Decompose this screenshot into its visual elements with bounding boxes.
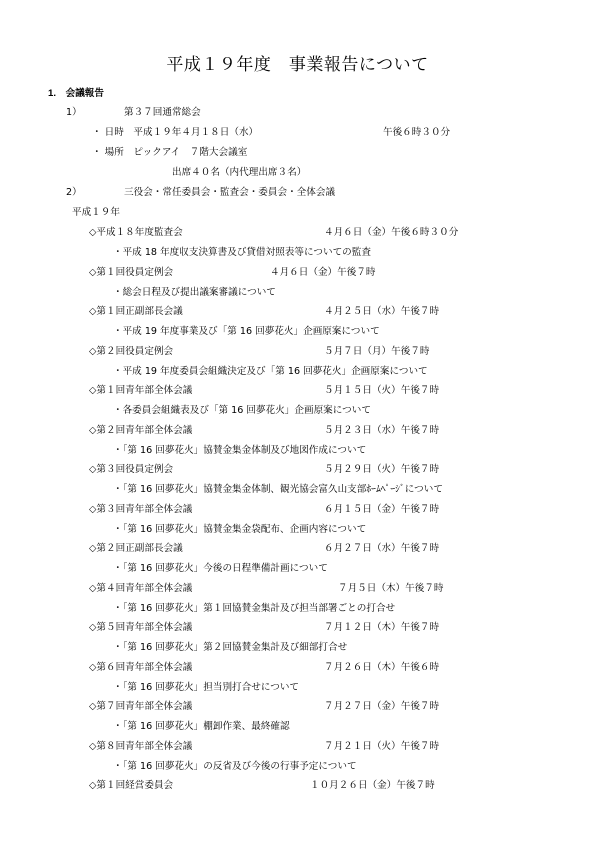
meeting-agenda: ・「第 16 回夢花火」第１回協賛金集計及び担当部署ごとの打合せ: [113, 602, 396, 614]
meeting-agenda: ・「第 16 回夢花火」棚卸作業、最終確認: [113, 721, 290, 732]
meeting-agenda: ・「第 16 回夢花火」協賛金集金体制及び地図作成について: [113, 444, 367, 456]
subsection-number: 2）: [66, 187, 82, 198]
meeting-name: ◇第１回経営委員会: [89, 780, 174, 791]
meeting-name: ◇第３回青年部全体会議: [89, 503, 193, 515]
meeting-name: ◇第３回役員定例会: [89, 464, 174, 475]
meeting-agenda: ・「第 16 回夢花火」第２回協賛金集計及び細部打合せ: [113, 642, 348, 653]
subsection-number: 1）: [66, 107, 82, 118]
meeting-name: ◇第２回正副部長会議: [89, 543, 183, 554]
meeting-name: ◇第１回正副部長会議: [89, 306, 183, 317]
meeting-time: 午後６時３０分: [383, 127, 451, 138]
meeting-date: ７月１２日（木）午後７時: [324, 622, 440, 633]
meeting-name: ◇第８回青年部全体会議: [89, 740, 193, 752]
meeting-agenda: ・「第 16 回夢花火」今後の日程準備計画について: [113, 563, 328, 574]
subsection-title: 三役会・常任委員会・監査会・委員会・全体会議: [124, 187, 336, 198]
meeting-agenda: ・「第 16 回夢花火」の反省及び今後の行事予定について: [113, 760, 357, 772]
meeting-name: ◇第５回青年部全体会議: [89, 622, 193, 633]
meeting-date: ７月２１日（火）午後７時: [324, 740, 440, 752]
meeting-date: ７月２７日（金）午後７時: [324, 701, 440, 712]
meeting-date: ７月５日（木）午後７時: [338, 582, 444, 594]
meeting-agenda: ・「第 16 回夢花火」協賛金集金体制、観光協会富久山支部ﾎｰﾑﾍﾟｰｼﾞについて: [113, 484, 443, 495]
meeting-date: ４月２５日（水）午後７時: [324, 306, 440, 317]
meeting-place: ・ 場所 ピックアイ ７階大会議室: [92, 147, 248, 158]
meeting-name: ◇第４回青年部全体会議: [89, 582, 193, 594]
meeting-date: ・ 日時 平成１９年４月１８日（水）: [92, 127, 259, 138]
meeting-date: ４月６日（金）午後７時: [270, 266, 376, 278]
meeting-agenda: ・「第 16 回夢花火」担当別打合せについて: [113, 681, 300, 693]
year-label: 平成１９年: [72, 207, 120, 218]
meeting-name: ◇第７回青年部全体会議: [89, 701, 193, 712]
meeting-agenda: ・「第 16 回夢花火」協賛金集金袋配布、企画内容について: [113, 523, 367, 535]
meeting-date: １０月２６日（金）午後７時: [310, 780, 435, 791]
meeting-agenda: ・各委員会組織表及び「第 16 回夢花火」企画原案について: [113, 405, 371, 416]
meeting-name: ◇第２回役員定例会: [89, 345, 174, 357]
meeting-date: ６月２７日（水）午後７時: [324, 543, 440, 554]
meeting-agenda: ・平成 18 年度収支決算書及び貸借対照表等についての監査: [113, 247, 371, 258]
meeting-agenda: ・平成 19 年度委員会組織決定及び「第 16 回夢花火」企画原案について: [113, 365, 428, 377]
meeting-name: ◇第６回青年部全体会議: [89, 661, 193, 673]
meeting-date: ５月７日（月）午後７時: [324, 345, 430, 357]
meeting-date: ５月２３日（水）午後７時: [324, 424, 440, 436]
page-title: 平成１９年度 事業報告について: [166, 55, 429, 75]
subsection-title: 第３７回通常総会: [124, 107, 201, 118]
meeting-name: ◇第１回役員定例会: [89, 266, 174, 278]
meeting-name: ◇第２回青年部全体会議: [89, 424, 193, 436]
meeting-name: ◇平成１８年度監査会: [89, 227, 183, 238]
meeting-date: ７月２６日（木）午後６時: [324, 661, 440, 673]
meeting-date: ５月２９日（火）午後７時: [324, 464, 440, 475]
section-heading: 1. 会議報告: [48, 88, 104, 99]
meeting-date: ４月６日（金）午後６時３０分: [324, 227, 459, 238]
meeting-attendance: 出席４０名（内代理出席３名）: [172, 167, 307, 178]
meeting-date: ６月１５日（金）午後７時: [324, 503, 440, 515]
meeting-agenda: ・総会日程及び提出議案審議について: [113, 286, 276, 298]
meeting-name: ◇第１回青年部全体会議: [89, 385, 193, 396]
meeting-date: ５月１５日（火）午後７時: [324, 385, 440, 396]
meeting-agenda: ・平成 19 年度事業及び「第 16 回夢花火」企画原案について: [113, 326, 380, 337]
